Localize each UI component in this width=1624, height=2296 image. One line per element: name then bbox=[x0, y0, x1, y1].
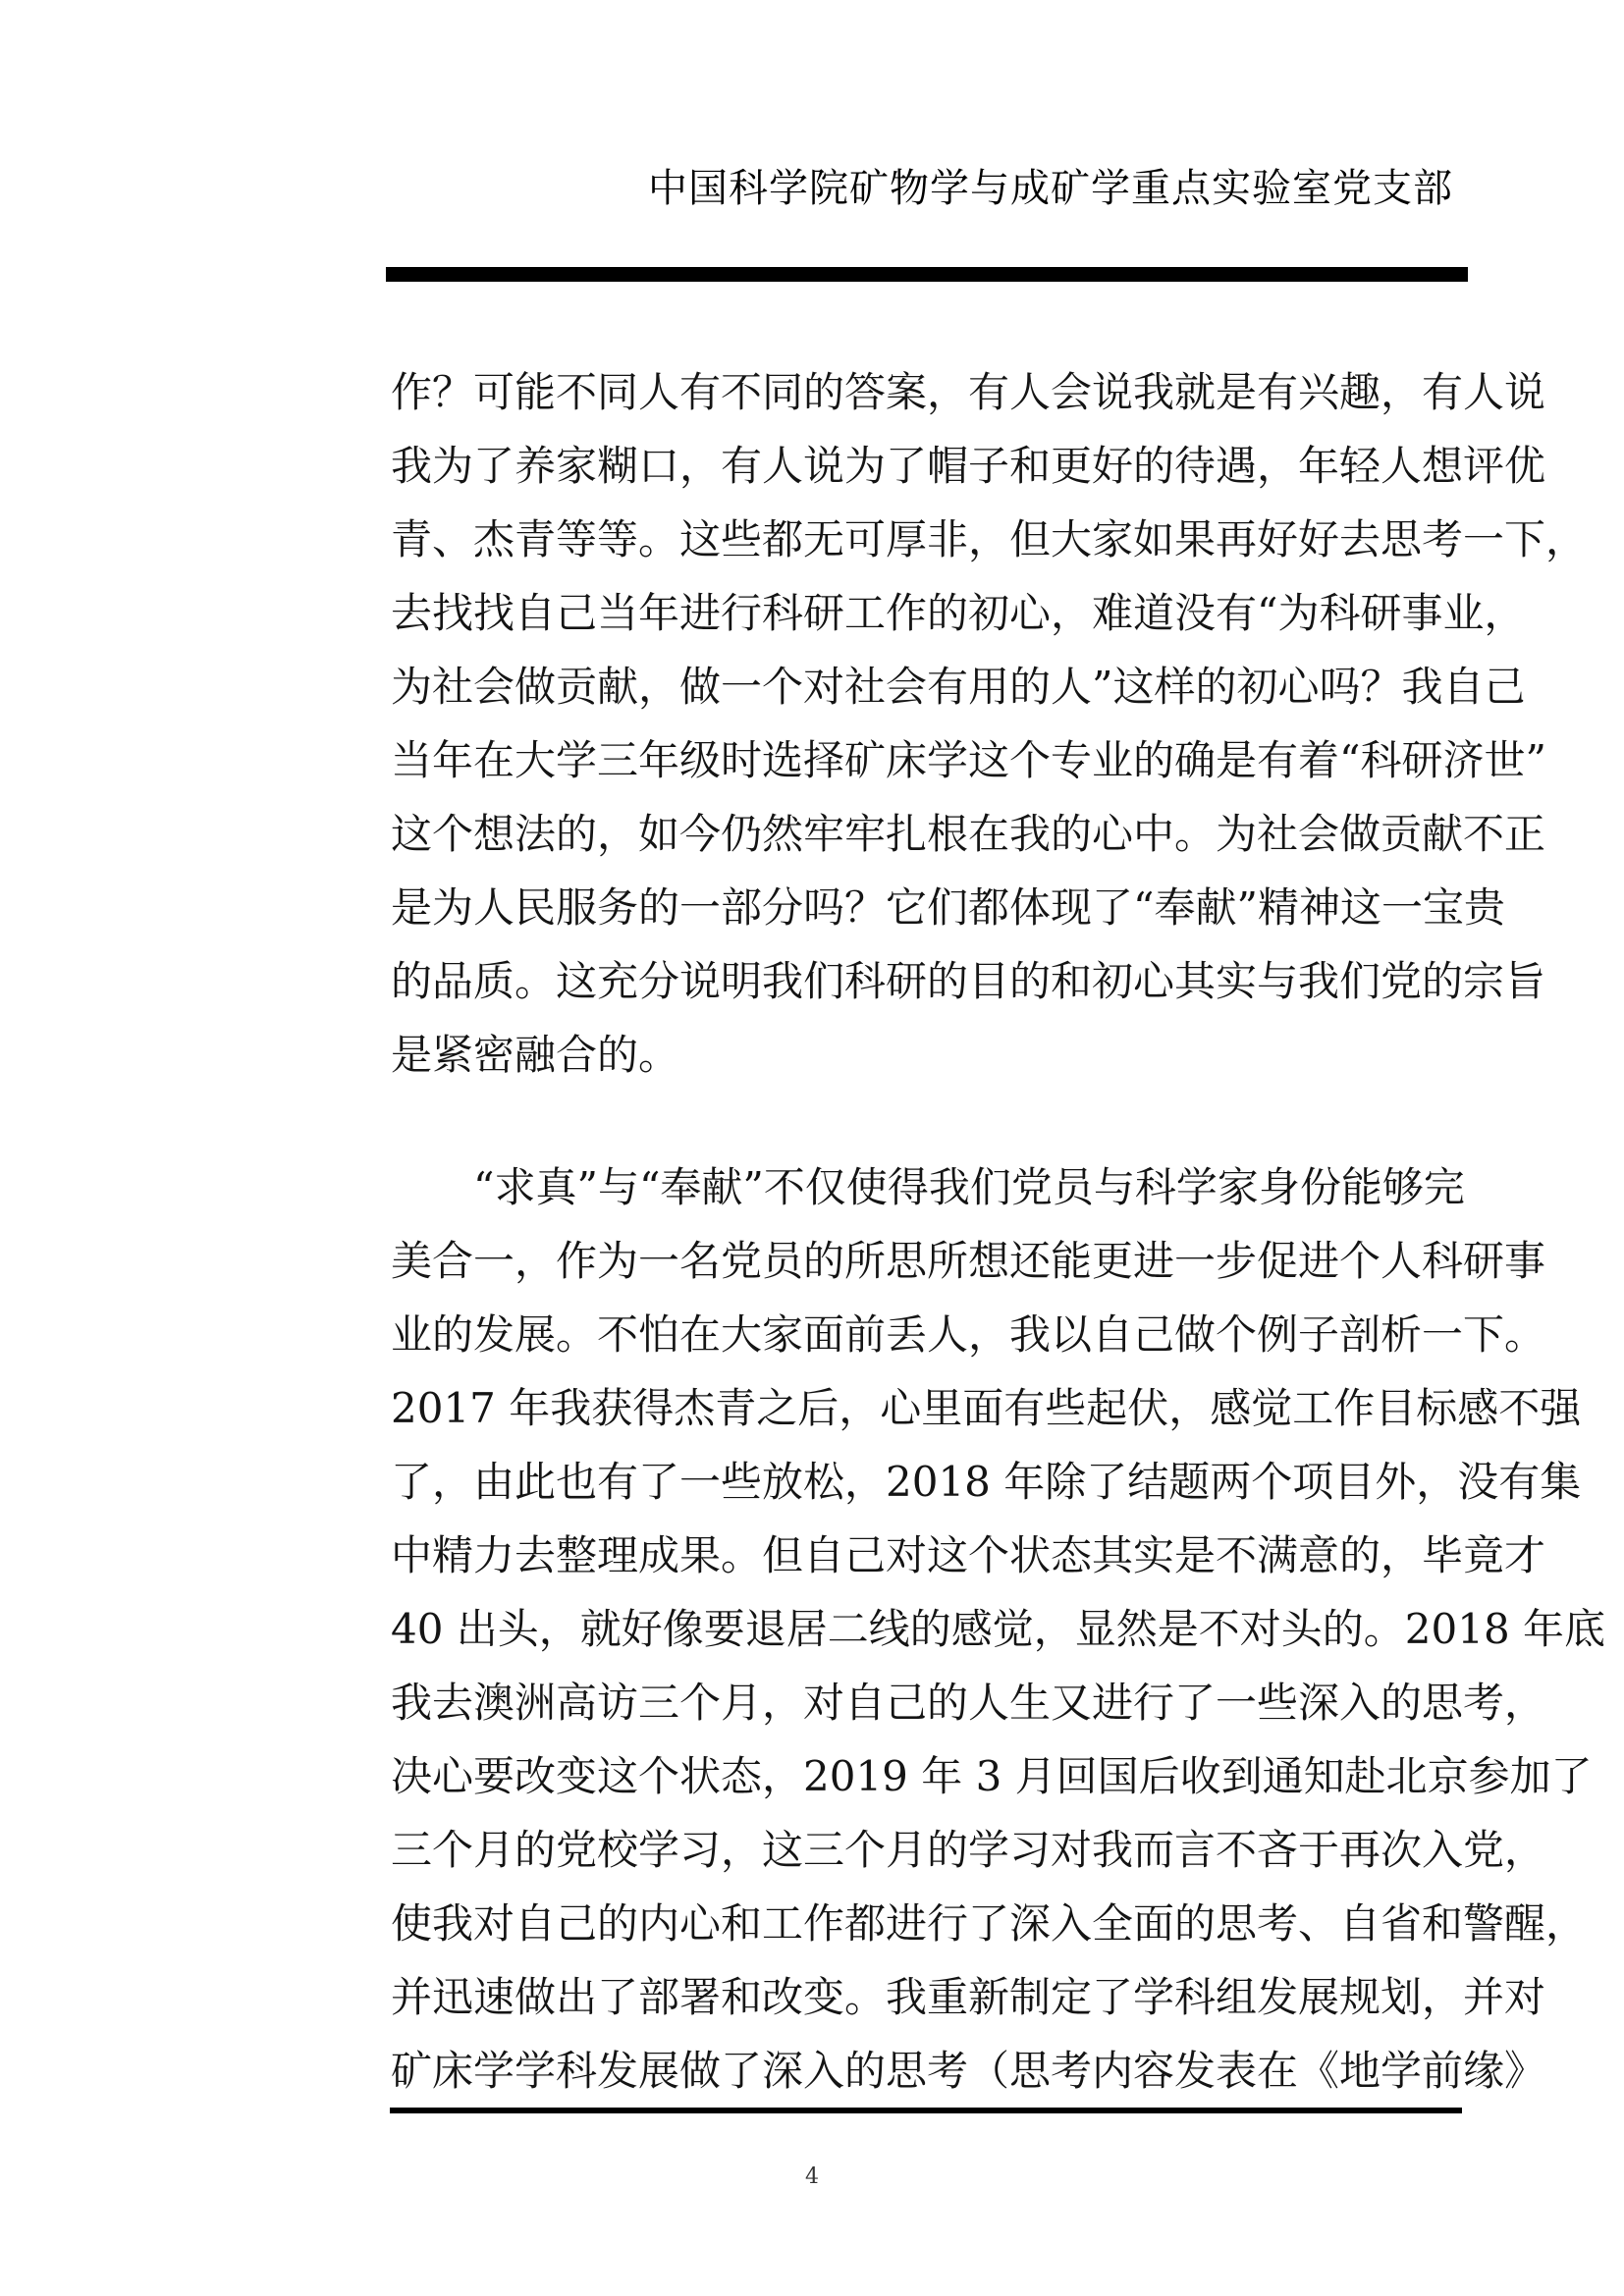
page-header-title: 中国科学院矿物学与成矿学重点实验室党支部 bbox=[648, 166, 1453, 211]
text-line: 作？可能不同人有不同的答案，有人会说我就是有兴趣，有人说 bbox=[391, 368, 1546, 416]
text-line: 三个月的党校学习，这三个月的学习对我而言不吝于再次入党， bbox=[391, 1826, 1546, 1874]
paragraph bbox=[391, 1150, 1606, 2108]
paragraph bbox=[391, 355, 1588, 1092]
text-line: 为社会做贡献，做一个对社会有用的人”这样的初心吗？我自己 bbox=[391, 663, 1526, 711]
text-line: 决心要改变这个状态，2019 年 3 月回国后收到通知赴北京参加了 bbox=[391, 1752, 1593, 1800]
paragraph-spacer bbox=[391, 1092, 1520, 1150]
text-line: 是紧密融合的。 bbox=[391, 1031, 680, 1079]
text-line: 我为了养家糊口，有人说为了帽子和更好的待遇，年轻人想评优 bbox=[391, 442, 1546, 490]
text-line: 青、杰青等等。这些都无可厚非，但大家如果再好好去思考一下， bbox=[391, 515, 1588, 563]
text-line: 40 出头，就好像要退居二线的感觉，显然是不对头的。2018 年底 bbox=[391, 1605, 1606, 1653]
text-line: 当年在大学三年级时选择矿床学这个专业的确是有着“科研济世” bbox=[391, 736, 1546, 784]
text-line: 2017 年我获得杰青之后，心里面有些起伏，感觉工作目标感不强 bbox=[391, 1384, 1582, 1432]
text-line: 业的发展。不怕在大家面前丢人，我以自己做个例子剖析一下。 bbox=[391, 1310, 1546, 1359]
text-line: 美合一，作为一名党员的所思所想还能更进一步促进个人科研事 bbox=[391, 1237, 1546, 1285]
text-line: 是为人民服务的一部分吗？它们都体现了“奉献”精神这一宝贵 bbox=[391, 883, 1505, 932]
text-line: 的品质。这充分说明我们科研的目的和初心其实与我们党的宗旨 bbox=[391, 957, 1546, 1005]
page-number: 4 bbox=[805, 2164, 819, 2189]
text-line: 并迅速做出了部署和改变。我重新制定了学科组发展规划，并对 bbox=[391, 1973, 1546, 2021]
text-line: 使我对自己的内心和工作都进行了深入全面的思考、自省和警醒， bbox=[391, 1899, 1588, 1948]
text-line: 了，由此也有了一些放松，2018 年除了结题两个项目外，没有集 bbox=[391, 1458, 1582, 1506]
text-line: 这个想法的，如今仍然牢牢扎根在我的心中。为社会做贡献不正 bbox=[391, 810, 1546, 858]
body-text bbox=[391, 355, 1606, 2108]
text-line: 矿床学学科发展做了深入的思考（思考内容发表在《地学前缘》 bbox=[391, 2047, 1546, 2095]
text-line: 我去澳洲高访三个月，对自己的人生又进行了一些深入的思考， bbox=[391, 1679, 1546, 1727]
text-line: 去找找自己当年进行科研工作的初心，难道没有“为科研事业， bbox=[391, 589, 1526, 637]
text-line: 中精力去整理成果。但自己对这个状态其实是不满意的，毕竟才 bbox=[391, 1531, 1546, 1579]
text-line: “求真”与“奉献”不仅使得我们党员与科学家身份能够完 bbox=[473, 1163, 1465, 1211]
header-rule bbox=[386, 267, 1468, 282]
footer-rule bbox=[390, 2108, 1462, 2113]
